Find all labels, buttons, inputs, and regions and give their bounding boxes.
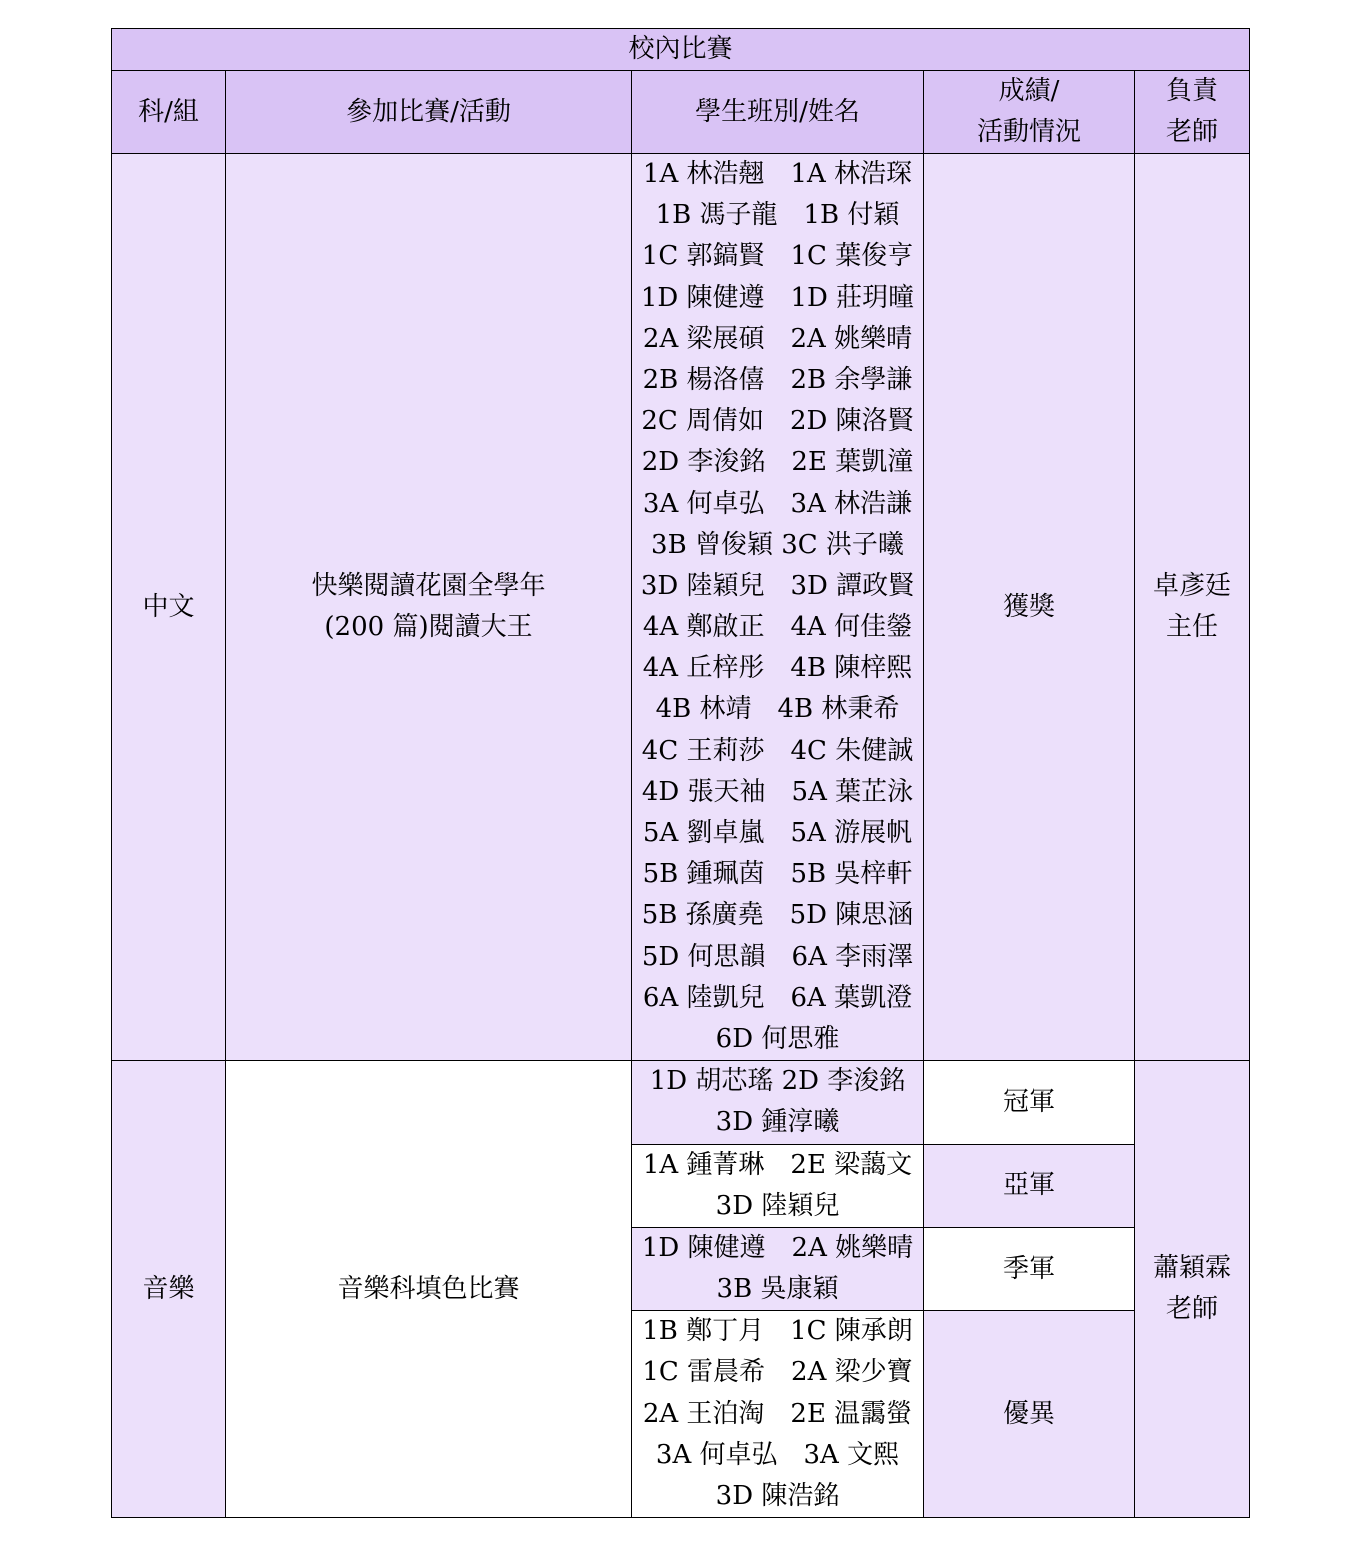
activity-cell: 音樂科填色比賽	[226, 1061, 632, 1518]
subject-cell: 中文	[112, 154, 226, 1061]
teacher-line1: 蕭穎霖	[1153, 1253, 1232, 1284]
student-pair: 6D 何思雅	[715, 1023, 840, 1054]
student-pair: 4A 鄭啟正 4A 何佳鎣	[642, 612, 913, 643]
activity-line1: 快樂閱讀花園全學年	[311, 571, 546, 602]
students-cell	[632, 1227, 924, 1310]
student-pair: 2A 王泊淘 2E 温靄螢	[642, 1398, 913, 1429]
header-result	[924, 71, 1135, 154]
student-pair: 2B 楊洛僖 2B 余學謙	[642, 364, 913, 395]
student-pair: 3B 吳康穎	[716, 1274, 839, 1305]
student-pair: 1B 馮子龍 1B 付穎	[655, 200, 900, 231]
header-teacher-line2: 老師	[1166, 117, 1219, 147]
student-pair: 2C 周倩如 2D 陳洛賢	[641, 406, 914, 437]
student-pair: 1C 郭鎬賢 1C 葉俊亨	[641, 241, 914, 272]
header-students: 學生班別/姓名	[632, 71, 924, 154]
header-teacher-line1: 負責	[1166, 76, 1219, 106]
result-cell: 冠軍	[924, 1061, 1135, 1144]
student-list	[632, 154, 923, 1060]
teacher-line2: 主任	[1166, 612, 1219, 643]
student-list	[632, 1061, 923, 1143]
student-pair: 1D 胡芯瑤 2D 李浚銘	[649, 1066, 906, 1097]
teacher-cell	[1135, 154, 1250, 1061]
header-result-line2: 活動情況	[976, 117, 1081, 147]
activity-line2: (200 篇)閱讀大王	[324, 612, 533, 643]
student-pair: 4D 張天袖 5A 葉芷泳	[641, 776, 914, 807]
student-pair: 4B 林靖 4B 林秉希	[655, 694, 900, 725]
result-cell: 亞軍	[924, 1144, 1135, 1227]
subject-cell: 音樂	[112, 1061, 226, 1518]
student-pair: 5B 鍾珮茵 5B 吳梓軒	[642, 859, 913, 890]
result-cell: 季軍	[924, 1227, 1135, 1310]
student-pair: 2A 梁展碩 2A 姚樂晴	[642, 323, 913, 354]
student-pair: 3D 鍾淳曦	[715, 1107, 840, 1138]
student-pair: 3D 陸穎兒 3D 譚政賢	[640, 570, 915, 601]
student-pair: 3A 何卓弘 3A 林浩謙	[642, 488, 913, 519]
result-cell: 獲獎	[924, 154, 1135, 1061]
students-cell	[632, 1144, 924, 1227]
header-teacher	[1135, 71, 1250, 154]
school-competition-table	[111, 28, 1250, 1518]
student-pair: 4C 王莉莎 4C 朱健誠	[641, 735, 914, 766]
student-list	[632, 1145, 923, 1227]
student-pair: 5D 何思韻 6A 李雨澤	[641, 941, 914, 972]
student-pair: 3B 曾俊穎 3C 洪子曦	[651, 529, 904, 560]
student-pair: 3A 何卓弘 3A 文熙	[655, 1439, 900, 1470]
student-pair: 1A 鍾菁琳 2E 梁藹文	[642, 1149, 913, 1180]
student-pair: 3D 陳浩銘	[715, 1481, 840, 1512]
student-pair: 5B 孫廣堯 5D 陳思涵	[641, 900, 914, 931]
student-pair: 1A 林浩翹 1A 林浩琛	[642, 159, 913, 189]
student-pair: 3D 陸穎兒	[715, 1190, 840, 1221]
students-cell	[632, 154, 924, 1061]
header-result-line1: 成績/	[998, 76, 1060, 106]
students-cell	[632, 1311, 924, 1518]
table-title: 校內比賽	[112, 29, 1250, 71]
teacher-line2: 老師	[1166, 1294, 1219, 1325]
student-list	[632, 1228, 923, 1310]
student-pair: 6A 陸凱兒 6A 葉凱澄	[642, 982, 913, 1013]
student-pair: 1B 鄭丁月 1C 陳承朗	[642, 1316, 913, 1347]
table-row-chinese	[112, 154, 1250, 1061]
table-row-music	[112, 1061, 1250, 1144]
teacher-line1: 卓彥廷	[1153, 571, 1232, 602]
student-pair: 1D 陳健遵 1D 莊玥曈	[640, 282, 915, 313]
student-list	[632, 1311, 923, 1517]
student-pair: 2D 李浚銘 2E 葉凱潼	[641, 447, 914, 478]
teacher-cell	[1135, 1061, 1250, 1518]
header-activity: 參加比賽/活動	[226, 71, 632, 154]
student-pair: 5A 劉卓嵐 5A 游展帆	[642, 818, 913, 848]
activity-cell	[226, 154, 632, 1061]
student-pair: 1D 陳健遵 2A 姚樂晴	[641, 1232, 914, 1263]
students-cell	[632, 1061, 924, 1144]
result-cell: 優異	[924, 1311, 1135, 1518]
header-subject: 科/組	[112, 71, 226, 154]
student-pair: 1C 雷晨希 2A 梁少寶	[642, 1357, 913, 1388]
student-pair: 4A 丘梓彤 4B 陳梓熙	[642, 653, 913, 684]
